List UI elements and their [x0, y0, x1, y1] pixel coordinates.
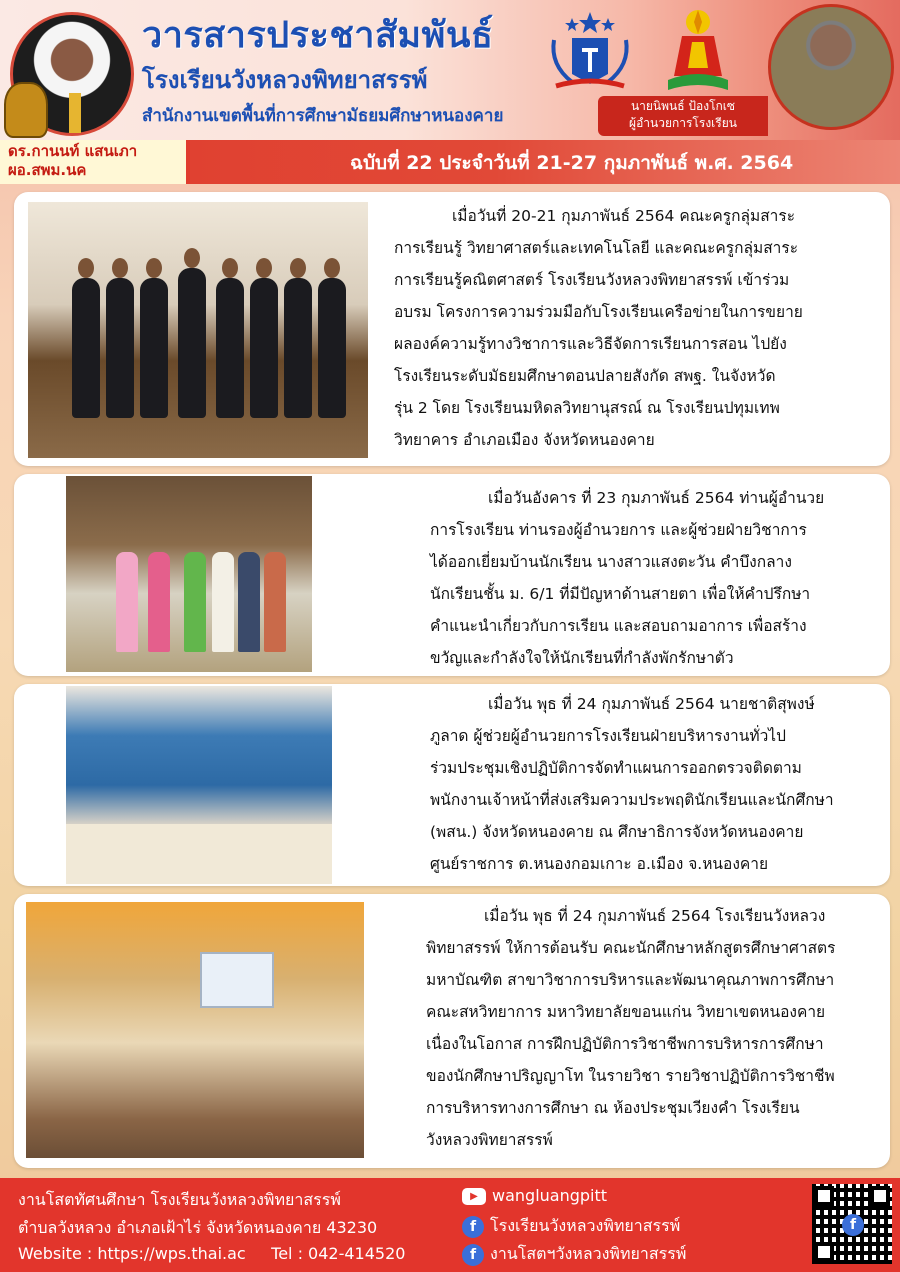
news-line: ร่วมประชุมเชิงปฏิบัติการจัดทำแผนการออกตรวจติดตาม	[430, 759, 802, 777]
youtube-link[interactable]	[462, 1186, 607, 1205]
news-card	[14, 684, 890, 886]
news-card	[14, 192, 890, 466]
news-line: พนักงานเจ้าหน้าที่ส่งเสริมความประพฤตินักเรียนและนักศึกษา	[430, 791, 834, 809]
news-card	[14, 894, 890, 1168]
principal-position: ผู้อำนวยการโรงเรียน	[629, 116, 737, 130]
news-line: ผลองค์ความรู้ทางวิชาการและวิธีจัดการเรียนการสอน ไปยัง	[394, 335, 787, 353]
facebook-page-school: โรงเรียนวังหลวงพิทยาสรรพ์	[490, 1216, 681, 1235]
news-photo	[26, 902, 364, 1158]
news-line: รุ่น 2 โดย โรงเรียนมหิดลวิทยานุสรณ์ ณ โรงเรียนปทุมเทพ	[394, 399, 780, 417]
area-director-name: ดร.กานนท์ แสนเภา	[8, 142, 138, 160]
obec-emblem-icon	[4, 82, 48, 138]
news-line: การเรียนรู้ วิทยาศาสตร์และเทคโนโลยี และคณะครูกลุ่มสาระ	[394, 239, 799, 257]
news-text	[394, 200, 890, 456]
news-line: เมื่อวันอังคาร ที่ 23 กุมภาพันธ์ 2564 ท่านผู้อำนวย	[488, 489, 825, 507]
news-line: ศูนย์ราชการ ต.หนองกอมเกาะ อ.เมือง จ.หนองคาย	[430, 855, 769, 873]
youtube-icon: ▶	[462, 1188, 486, 1205]
news-text	[430, 482, 890, 674]
crest-logo-icon	[662, 6, 734, 96]
issue-info: ฉบับที่ 22 ประจำวันที่ 21-27 กุมภาพันธ์ พ.ศ. 2564	[350, 152, 794, 174]
school-name: โรงเรียนวังหลวงพิทยาสรรพ์	[142, 66, 428, 94]
news-line: เมื่อวันที่ 20-21 กุมภาพันธ์ 2564 คณะครูกลุ่มสาระ	[452, 207, 796, 225]
footer-department: งานโสตทัศนศึกษา โรงเรียนวังหลวงพิทยาสรรพ์	[18, 1190, 341, 1209]
school-logo-icon	[542, 10, 638, 92]
news-text	[430, 688, 890, 880]
facebook-icon: f	[462, 1216, 484, 1238]
news-photo	[28, 202, 368, 458]
facebook-icon: f	[462, 1244, 484, 1266]
news-line: อบรม โครงการความร่วมมือกับโรงเรียนเครือข่ายในการขยาย	[394, 303, 803, 321]
news-line: วังหลวงพิทยาสรรพ์	[426, 1131, 553, 1149]
news-line: ได้ออกเยี่ยมบ้านนักเรียน นางสาวแสงตะวัน คำบึงกลาง	[430, 553, 792, 571]
news-line: นักเรียนชั้น ม. 6/1 ที่มีปัญหาด้านสายตา เพื่อให้คำปรึกษา	[430, 585, 811, 603]
news-line: เนื่องในโอกาส การฝึกปฏิบัติการวิชาชีพการบริหารการศึกษา	[426, 1035, 824, 1053]
facebook-icon: f	[842, 1214, 864, 1236]
news-line: (พสน.) จังหวัดหนองคาย ณ ศึกษาธิการจังหวัดหนองคาย	[430, 823, 804, 841]
news-line: มหาบัณฑิต สาขาวิชาการบริหารและพัฒนาคุณภาพการศึกษา	[426, 971, 835, 989]
youtube-channel: wangluangpitt	[492, 1186, 608, 1205]
news-photo	[66, 686, 332, 884]
masthead	[0, 0, 900, 140]
principal-portrait	[768, 4, 894, 130]
footer	[0, 1178, 900, 1272]
news-line: คำแนะนำเกี่ยวกับการเรียน และสอบถามอาการ เพื่อสร้าง	[430, 617, 807, 635]
news-line: พิทยาสรรพ์ ให้การต้อนรับ คณะนักศึกษาหลักสูตรศึกษาศาสตร	[426, 939, 836, 957]
news-line: เมื่อวัน พุธ ที่ 24 กุมภาพันธ์ 2564 นายชาติสุพงษ์	[488, 695, 815, 713]
news-line: โรงเรียนระดับมัธยมศึกษาตอนปลายสังกัด สพฐ. ในจังหวัด	[394, 367, 776, 385]
news-line: การเรียนรู้คณิตศาสตร์ โรงเรียนวังหลวงพิทยาสรรพ์ เข้าร่วม	[394, 271, 790, 289]
news-line: เมื่อวัน พุธ ที่ 24 กุมภาพันธ์ 2564 โรงเรียนวังหลวง	[484, 907, 826, 925]
news-card	[14, 474, 890, 676]
principal-caption	[598, 96, 768, 136]
principal-name: นายนิพนธ์ ป้องโกเซ	[630, 99, 736, 113]
news-photo	[66, 476, 312, 672]
news-line: วิทยาคาร อำเภอเมือง จังหวัดหนองคาย	[394, 431, 655, 449]
qr-code[interactable]	[812, 1184, 892, 1264]
newsletter-title: วารสารประชาสัมพันธ์	[142, 15, 494, 56]
news-line: การโรงเรียน ท่านรองผู้อำนวยการ และผู้ช่วยฝ่ายวิชาการ	[430, 521, 807, 539]
news-line: ขวัญและกำลังใจให้นักเรียนที่กำลังพักรักษาตัว	[430, 649, 734, 667]
news-text	[426, 900, 890, 1156]
footer-address: ตำบลวังหลวง อำเภอเฝ้าไร่ จังหวัดหนองคาย 43230	[18, 1218, 378, 1237]
area-director-badge	[0, 140, 190, 184]
news-line: ของนักศึกษาปริญญาโท ในรายวิชา รายวิชาปฏิบัติการวิชาชีพ	[426, 1067, 835, 1085]
footer-contact: Website : https://wps.thai.ac Tel : 042-414520	[18, 1244, 406, 1263]
facebook-page-av: งานโสตฯวังหลวงพิทยาสรรพ์	[490, 1244, 687, 1263]
education-office: สำนักงานเขตพื้นที่การศึกษามัธยมศึกษาหนองคาย	[142, 106, 504, 126]
facebook-link-school[interactable]	[462, 1214, 680, 1239]
news-line: การบริหารทางการศึกษา ณ ห้องประชุมเวียงคำ โรงเรียน	[426, 1099, 800, 1117]
news-line: คณะสหวิทยาการ มหาวิทยาลัยขอนแก่น วิทยาเขตหนองคาย	[426, 1003, 826, 1021]
area-director-position: ผอ.สพม.นค	[8, 161, 87, 179]
news-line: ภูลาด ผู้ช่วยผู้อำนวยการโรงเรียนฝ่ายบริหารงานทั่วไป	[430, 727, 786, 745]
facebook-link-av[interactable]	[462, 1242, 686, 1267]
